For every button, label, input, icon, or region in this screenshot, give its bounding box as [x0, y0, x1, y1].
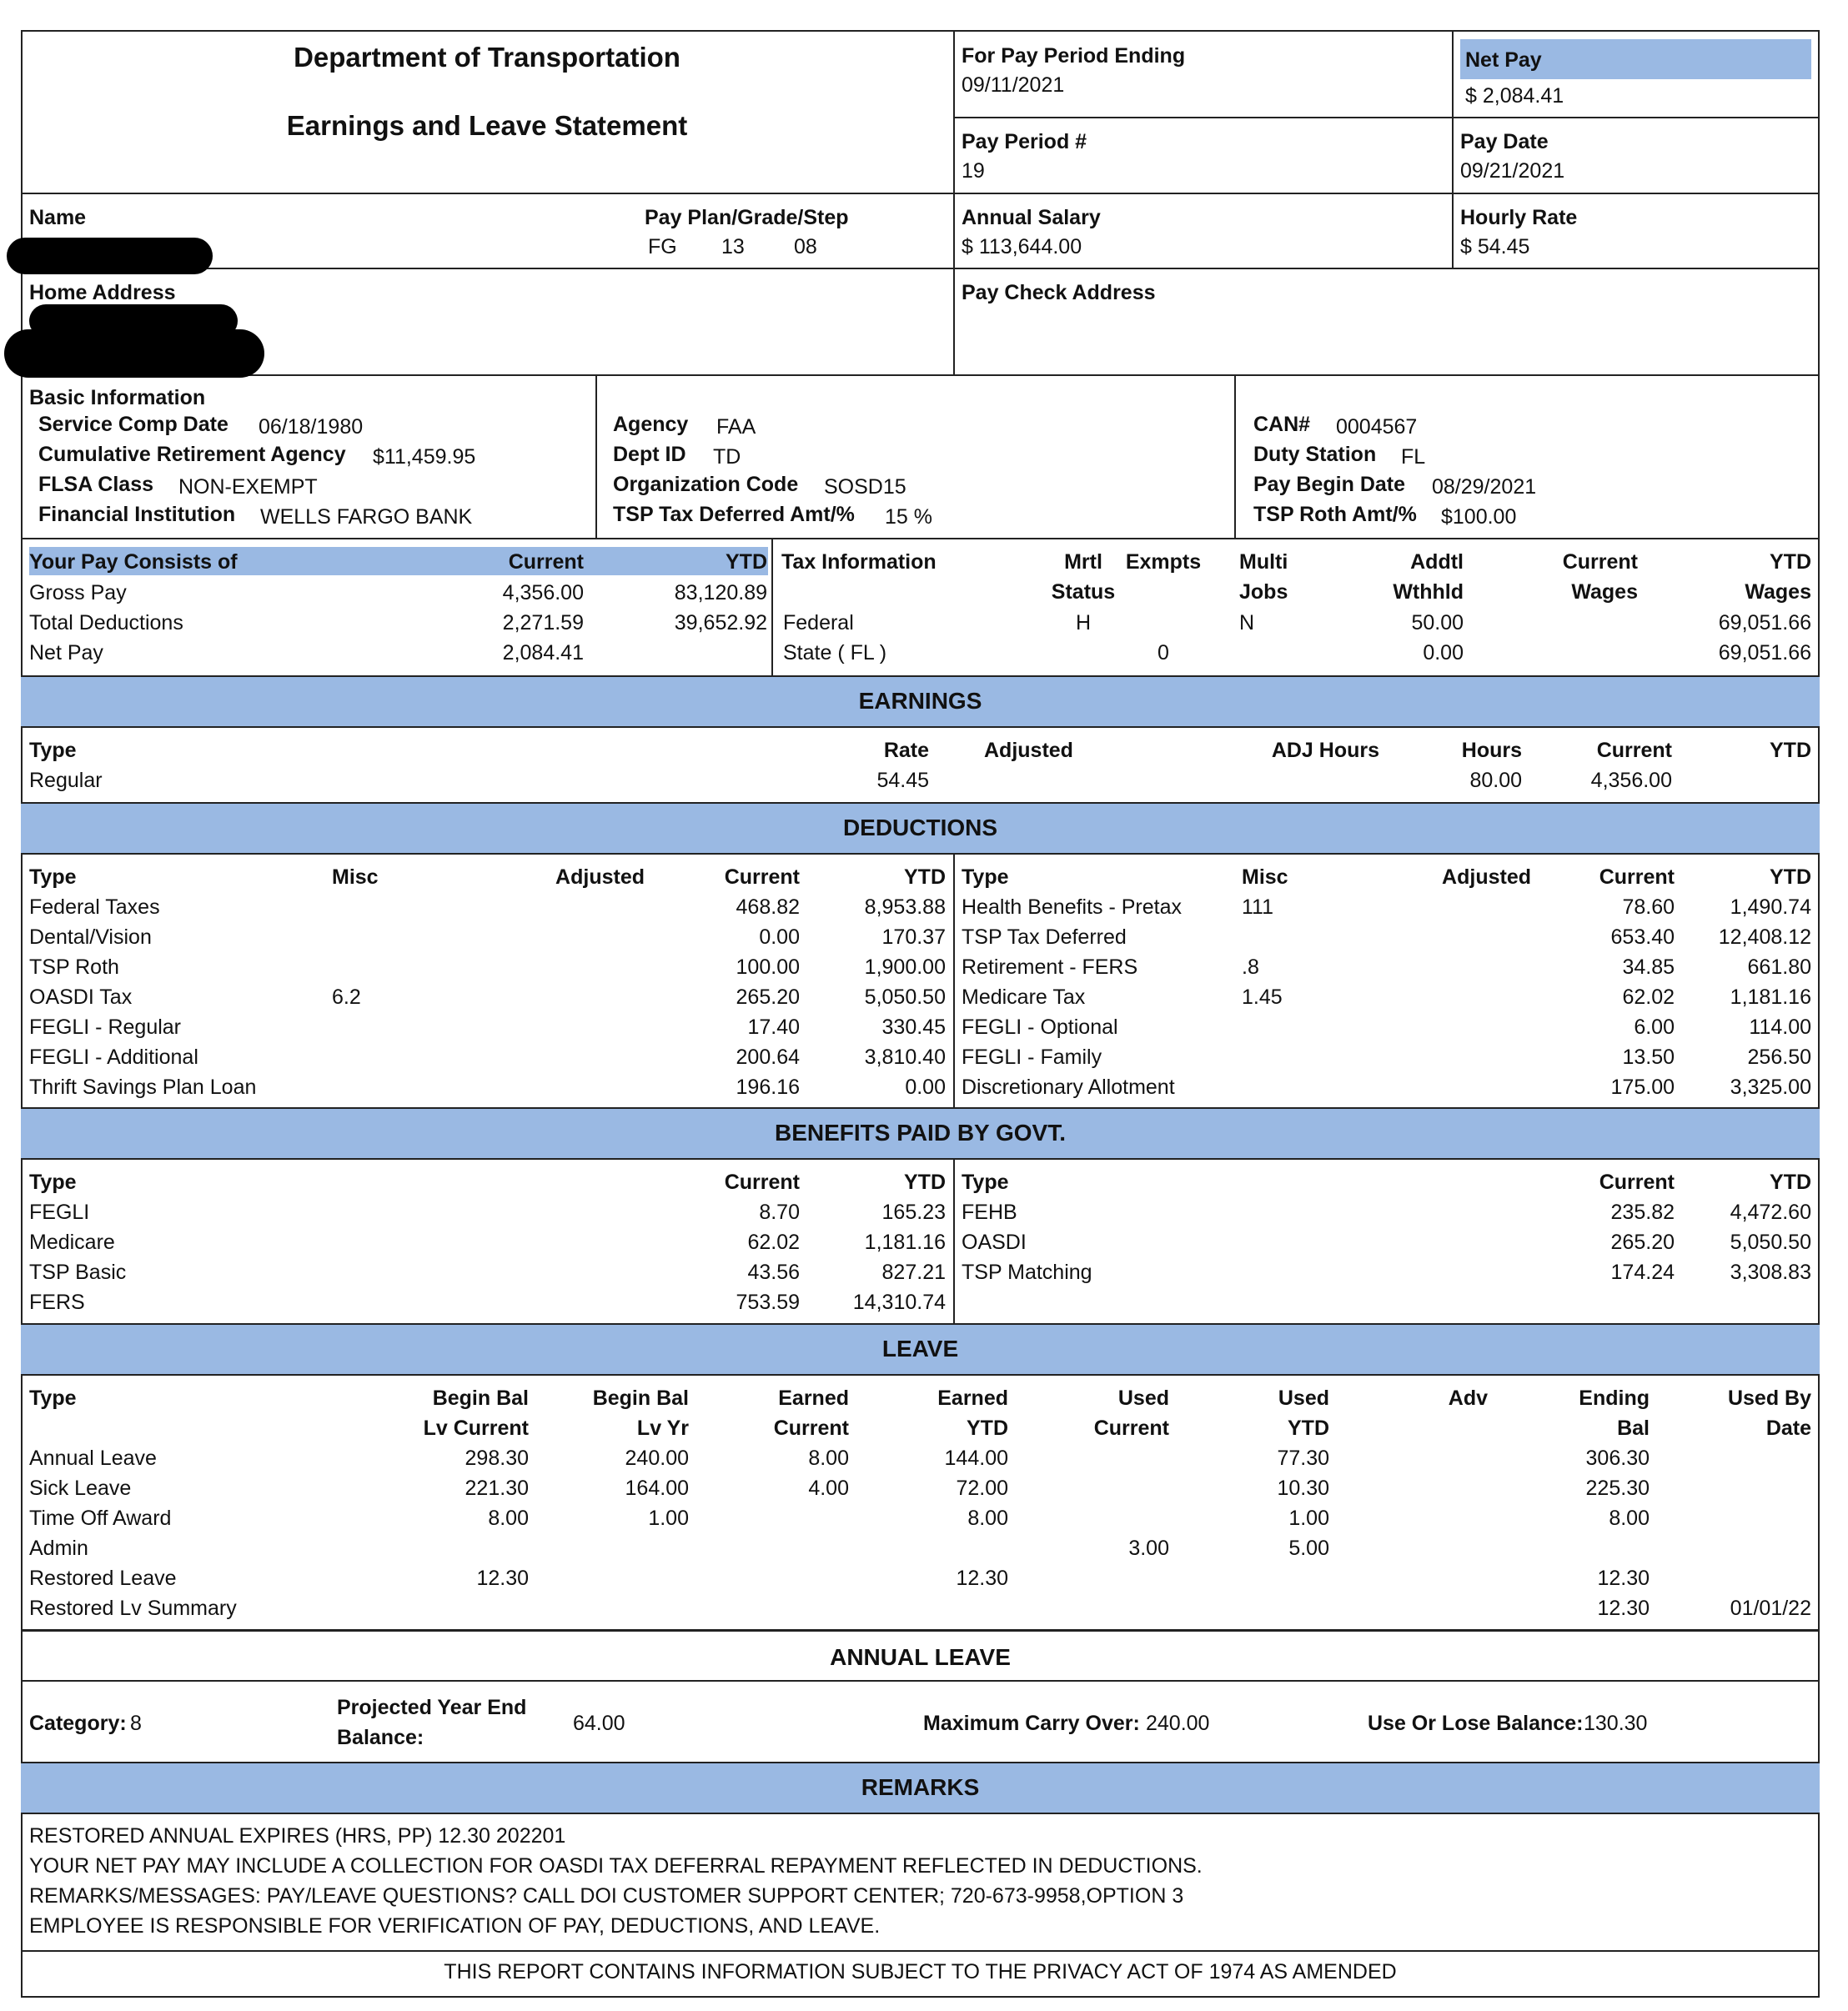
deductions-header-misc: Misc [332, 865, 379, 889]
deduction-type: Dental/Vision [29, 925, 152, 949]
remark-line: YOUR NET PAY MAY INCLUDE A COLLECTION FOR OASDI TAX DEFERRAL REPAYMENT REFLECTED IN DEDUCTIONS. [29, 1854, 1203, 1878]
leave-value: 1.00 [648, 1507, 689, 1530]
earnings-header-ytd: YTD [1770, 739, 1811, 762]
deduction-type: TSP Tax Deferred [962, 925, 1127, 949]
earnings-row-current: 4,356.00 [1590, 769, 1672, 792]
max-carry-label: Maximum Carry Over: [923, 1712, 1140, 1735]
leave-value: 8.00 [967, 1507, 1008, 1530]
benefit-ytd: 5,050.50 [1730, 1231, 1811, 1254]
agency: FAA [716, 415, 756, 439]
duty-label: Duty Station [1253, 443, 1377, 466]
remark-line: EMPLOYEE IS RESPONSIBLE FOR VERIFICATION OF PAY, DEDUCTIONS, AND LEAVE. [29, 1914, 881, 1938]
divider [21, 1680, 1820, 1682]
tsp-roth: $100.00 [1441, 505, 1517, 529]
leave-value: 10.30 [1277, 1477, 1329, 1500]
tax-row-ytd: 69,051.66 [1718, 611, 1811, 634]
redacted-address [4, 329, 264, 378]
use-lose-label: Use Or Lose Balance: [1368, 1712, 1584, 1735]
divider [953, 854, 955, 1107]
deduction-current: 200.64 [736, 1046, 800, 1069]
redacted-name [7, 238, 213, 274]
pay-row-ytd: 39,652.92 [674, 611, 767, 634]
divider [21, 538, 1820, 539]
tax-row-mrtl: H [1075, 611, 1092, 634]
deduction-current: 0.00 [759, 925, 800, 949]
divider [595, 374, 597, 539]
deductions-header-misc: Misc [1242, 865, 1288, 889]
deduction-current: 100.00 [736, 955, 800, 979]
divider [953, 30, 955, 375]
use-lose-value: 130.30 [1584, 1712, 1648, 1735]
tax-header: Wages [1571, 580, 1638, 604]
tax-header: Wages [1745, 580, 1811, 604]
deduction-current: 6.00 [1634, 1016, 1675, 1039]
leave-value: 1.00 [1288, 1507, 1329, 1530]
benefit-type: OASDI [962, 1231, 1027, 1254]
benefits-header-ytd: YTD [1770, 1171, 1811, 1194]
net-pay-value: $ 2,084.41 [1465, 84, 1564, 108]
pay-row-label: Net Pay [29, 641, 103, 664]
pay-row-current: 4,356.00 [502, 581, 584, 604]
earnings-header-adjusted: Adjusted [984, 739, 1073, 762]
benefit-type: Medicare [29, 1231, 115, 1254]
hourly-rate: $ 54.45 [1460, 235, 1530, 258]
fin-label: Financial Institution [38, 503, 236, 526]
leave-header: Used By [1727, 1387, 1811, 1410]
projected-label: Projected Year End [337, 1696, 527, 1719]
annual-leave-title: ANNUAL LEAVE [830, 1644, 1011, 1670]
service-comp-label: Service Comp Date [38, 413, 228, 436]
benefit-type: FEHB [962, 1201, 1017, 1224]
tax-row-ytd: 69,051.66 [1718, 641, 1811, 664]
deductions-header-ytd: YTD [904, 865, 946, 889]
can: 0004567 [1336, 415, 1418, 439]
benefits-band: BENEFITS PAID BY GOVT. [21, 1107, 1820, 1160]
pay-consists-ytd-header: YTD [726, 550, 767, 574]
leave-value: 4.00 [808, 1477, 849, 1500]
divider [771, 538, 773, 683]
remarks-band: REMARKS [21, 1762, 1820, 1814]
projected-value: 64.00 [573, 1712, 625, 1735]
tax-info-title: Tax Information [781, 550, 937, 574]
deduction-ytd: 3,325.00 [1730, 1076, 1811, 1099]
deduction-type: Federal Taxes [29, 895, 160, 919]
leave-value: 8.00 [1609, 1507, 1650, 1530]
deduction-type: FEGLI - Family [962, 1046, 1102, 1069]
divider [21, 268, 1820, 269]
hourly-rate-label: Hourly Rate [1460, 206, 1578, 229]
leave-header: Current [773, 1417, 849, 1440]
deduction-ytd: 114.00 [1749, 1016, 1811, 1039]
tax-header: Wthhld [1393, 580, 1464, 604]
category-label: Category: [29, 1712, 127, 1735]
leave-value: 3.00 [1128, 1537, 1169, 1560]
earnings-header-hours: Hours [1461, 739, 1522, 762]
pay-date-label: Pay Date [1460, 130, 1549, 153]
basic-info-title: Basic Information [29, 386, 206, 409]
leave-type: Time Off Award [29, 1507, 172, 1530]
benefit-type: FEGLI [29, 1201, 90, 1224]
deduction-current: 653.40 [1610, 925, 1675, 949]
benefit-ytd: 14,310.74 [852, 1291, 946, 1314]
earnings-header-adj-hours: ADJ Hours [1271, 739, 1379, 762]
deductions-header-current: Current [1599, 865, 1675, 889]
deduction-current: 17.40 [747, 1016, 800, 1039]
benefit-ytd: 1,181.16 [864, 1231, 946, 1254]
pay-period-ending-label: For Pay Period Ending [962, 44, 1186, 68]
deduction-current: 13.50 [1622, 1046, 1675, 1069]
benefit-type: FERS [29, 1291, 85, 1314]
benefit-current: 8.70 [759, 1201, 800, 1224]
deduction-misc: .8 [1242, 955, 1259, 979]
leave-value: 221.30 [465, 1477, 529, 1500]
deduction-current: 78.60 [1622, 895, 1675, 919]
deduction-ytd: 330.45 [881, 1016, 946, 1039]
tax-row-multi: N [1239, 611, 1255, 634]
tax-row-addtl: 50.00 [1411, 611, 1464, 634]
pay-row-label: Gross Pay [29, 581, 127, 604]
deduction-type: FEGLI - Regular [29, 1016, 182, 1039]
leave-header: Date [1765, 1417, 1811, 1440]
deduction-type: Thrift Savings Plan Loan [29, 1076, 257, 1099]
leave-header: Earned [778, 1387, 849, 1410]
pay-begin-label: Pay Begin Date [1253, 473, 1406, 496]
leave-header: Begin Bal [432, 1387, 529, 1410]
tax-header: Mrtl [1064, 550, 1102, 574]
service-comp: 06/18/1980 [259, 415, 364, 439]
home-address-label: Home Address [29, 281, 176, 304]
benefit-current: 43.56 [747, 1261, 800, 1284]
tax-header: Current [1562, 550, 1638, 574]
benefits-header-type: Type [29, 1171, 77, 1194]
deduction-current: 196.16 [736, 1076, 800, 1099]
dept: TD [713, 445, 741, 469]
privacy-notice: THIS REPORT CONTAINS INFORMATION SUBJECT TO THE PRIVACY ACT OF 1974 AS AMENDED [444, 1960, 1397, 1983]
divider [21, 1950, 1820, 1952]
pay-row-ytd: 83,120.89 [674, 581, 767, 604]
deductions-header-current: Current [724, 865, 800, 889]
tax-row-exmpts: 0 [1158, 641, 1169, 664]
leave-value: 306.30 [1585, 1447, 1650, 1470]
benefit-current: 62.02 [747, 1231, 800, 1254]
deduction-type: OASDI Tax [29, 985, 133, 1009]
deductions-header-adjusted: Adjusted [555, 865, 645, 889]
deduction-ytd: 256.50 [1747, 1046, 1811, 1069]
flsa: NON-EXEMPT [178, 475, 318, 499]
statement-frame [21, 30, 1820, 1998]
tax-row-label: State ( FL ) [783, 641, 887, 664]
leave-value: 8.00 [488, 1507, 529, 1530]
duty: FL [1401, 445, 1426, 469]
leave-type: Annual Leave [29, 1447, 157, 1470]
earnings-header-rate: Rate [883, 739, 929, 762]
pay-period-num-label: Pay Period # [962, 130, 1087, 153]
leave-header: Adv [1448, 1387, 1488, 1410]
leave-header: Used [1117, 1387, 1169, 1410]
benefit-current: 174.24 [1610, 1261, 1675, 1284]
deduction-current: 34.85 [1622, 955, 1675, 979]
leave-header: Bal [1617, 1417, 1650, 1440]
divider [21, 193, 1820, 194]
leave-header: YTD [967, 1417, 1008, 1440]
divider [21, 1629, 1820, 1632]
leave-header-type: Type [29, 1387, 77, 1410]
leave-value: 12.30 [1597, 1567, 1650, 1590]
org: SOSD15 [824, 475, 906, 499]
tax-row-addtl: 0.00 [1423, 641, 1464, 664]
divider [953, 117, 1820, 118]
leave-value: 8.00 [808, 1447, 849, 1470]
deduction-ytd: 170.37 [881, 925, 946, 949]
deduction-type: FEGLI - Additional [29, 1046, 198, 1069]
flsa-label: FLSA Class [38, 473, 154, 496]
deduction-misc: 111 [1242, 895, 1274, 919]
pay-row-current: 2,271.59 [502, 611, 584, 634]
benefits-header-type: Type [962, 1171, 1009, 1194]
leave-band: LEAVE [21, 1323, 1820, 1376]
leave-header: Begin Bal [592, 1387, 689, 1410]
benefit-ytd: 3,308.83 [1730, 1261, 1811, 1284]
pay-row-label: Total Deductions [29, 611, 183, 634]
deductions-header-ytd: YTD [1770, 865, 1811, 889]
annual-salary-label: Annual Salary [962, 206, 1101, 229]
pay-row-current: 2,084.41 [502, 641, 584, 664]
divider [953, 1159, 955, 1324]
deduction-misc: 1.45 [1242, 985, 1283, 1009]
leave-value: 12.30 [956, 1567, 1008, 1590]
leave-value: 12.30 [1597, 1597, 1650, 1620]
deduction-type: FEGLI - Optional [962, 1016, 1118, 1039]
deduction-type: Discretionary Allotment [962, 1076, 1175, 1099]
leave-type: Restored Lv Summary [29, 1597, 237, 1620]
tax-header: Addtl [1410, 550, 1464, 574]
cum-ret-label: Cumulative Retirement Agency [38, 443, 346, 466]
pay-check-address-label: Pay Check Address [962, 281, 1156, 304]
tax-header: Multi [1239, 550, 1288, 574]
leave-value: 01/01/22 [1730, 1597, 1811, 1620]
leave-header: Current [1093, 1417, 1169, 1440]
pay-date: 09/21/2021 [1460, 159, 1565, 183]
deduction-ytd: 12,408.12 [1718, 925, 1811, 949]
deduction-misc: 6.2 [332, 985, 361, 1009]
benefit-ytd: 165.23 [881, 1201, 946, 1224]
benefit-current: 265.20 [1610, 1231, 1675, 1254]
can-label: CAN# [1253, 413, 1311, 436]
benefit-type: TSP Basic [29, 1261, 127, 1284]
pay-consists-current-header: Current [508, 550, 584, 574]
leave-header: Lv Yr [636, 1417, 689, 1440]
earnings-band: EARNINGS [21, 675, 1820, 728]
leave-type: Admin [29, 1537, 88, 1560]
pay-period-num: 19 [962, 159, 985, 183]
tax-header: Exmpts [1125, 550, 1202, 574]
deductions-header-type: Type [962, 865, 1009, 889]
leave-value: 164.00 [625, 1477, 689, 1500]
pay-begin: 08/29/2021 [1432, 475, 1537, 499]
benefit-current: 235.82 [1610, 1201, 1675, 1224]
divider [1452, 30, 1454, 269]
agency-title: Department of Transportation [294, 42, 680, 73]
leave-value: 77.30 [1277, 1447, 1329, 1470]
cum-ret: $11,459.95 [373, 445, 476, 469]
benefits-header-current: Current [724, 1171, 800, 1194]
leave-value: 72.00 [956, 1477, 1008, 1500]
grade: 13 [721, 235, 745, 258]
pay-period-ending: 09/11/2021 [962, 73, 1065, 97]
leave-value: 5.00 [1288, 1537, 1329, 1560]
dept-label: Dept ID [613, 443, 686, 466]
deduction-type: Medicare Tax [962, 985, 1086, 1009]
benefit-current: 753.59 [736, 1291, 800, 1314]
org-label: Organization Code [613, 473, 799, 496]
leave-value: 225.30 [1585, 1477, 1650, 1500]
deduction-ytd: 3,810.40 [864, 1046, 946, 1069]
deduction-ytd: 5,050.50 [864, 985, 946, 1009]
benefit-type: TSP Matching [962, 1261, 1092, 1284]
benefit-ytd: 4,472.60 [1730, 1201, 1811, 1224]
statement-title: Earnings and Leave Statement [286, 110, 688, 141]
leave-type: Sick Leave [29, 1477, 132, 1500]
deduction-current: 62.02 [1622, 985, 1675, 1009]
leave-header: Used [1278, 1387, 1329, 1410]
remark-line: RESTORED ANNUAL EXPIRES (HRS, PP) 12.30 202201 [29, 1824, 566, 1848]
agency-label: Agency [613, 413, 689, 436]
benefits-header-ytd: YTD [904, 1171, 946, 1194]
category-value: 8 [130, 1712, 142, 1735]
tax-header: Status [1051, 580, 1116, 604]
leave-value: 240.00 [625, 1447, 689, 1470]
tax-header: YTD [1770, 550, 1811, 574]
deduction-type: Retirement - FERS [962, 955, 1138, 979]
deductions-header-adjusted: Adjusted [1442, 865, 1531, 889]
deduction-ytd: 1,490.74 [1730, 895, 1811, 919]
deduction-ytd: 8,953.88 [864, 895, 946, 919]
earnings-row-rate: 54.45 [876, 769, 929, 792]
deductions-band: DEDUCTIONS [21, 802, 1820, 855]
pay-plan-label: Pay Plan/Grade/Step [645, 206, 849, 229]
earnings-row-type: Regular [29, 769, 103, 792]
leave-header: YTD [1288, 1417, 1329, 1440]
deduction-ytd: 1,181.16 [1730, 985, 1811, 1009]
leave-type: Restored Leave [29, 1567, 177, 1590]
leave-value: 298.30 [465, 1447, 529, 1470]
max-carry-value: 240.00 [1146, 1712, 1210, 1735]
fin: WELLS FARGO BANK [260, 505, 473, 529]
deduction-current: 468.82 [736, 895, 800, 919]
leave-header: Ending [1579, 1387, 1650, 1410]
tsp-def-label: TSP Tax Deferred Amt/% [613, 503, 855, 526]
earnings-row-hours: 80.00 [1469, 769, 1522, 792]
deduction-type: TSP Roth [29, 955, 119, 979]
divider [1234, 374, 1236, 539]
leave-header: Lv Current [423, 1417, 529, 1440]
step: 08 [794, 235, 817, 258]
pay-consists-title: Your Pay Consists of [29, 550, 238, 574]
deduction-ytd: 1,900.00 [864, 955, 946, 979]
leave-value: 144.00 [944, 1447, 1008, 1470]
tax-row-label: Federal [783, 611, 854, 634]
tax-header: Jobs [1239, 580, 1288, 604]
earnings-header-current: Current [1596, 739, 1672, 762]
pay-plan: FG [648, 235, 677, 258]
deduction-type: Health Benefits - Pretax [962, 895, 1183, 919]
deduction-ytd: 661.80 [1747, 955, 1811, 979]
deduction-ytd: 0.00 [905, 1076, 946, 1099]
deductions-header-type: Type [29, 865, 77, 889]
divider [21, 374, 1820, 376]
benefits-header-current: Current [1599, 1171, 1675, 1194]
projected-label: Balance: [337, 1726, 424, 1749]
annual-salary: $ 113,644.00 [962, 235, 1082, 258]
deduction-current: 175.00 [1610, 1076, 1675, 1099]
deduction-current: 265.20 [736, 985, 800, 1009]
benefit-ytd: 827.21 [881, 1261, 946, 1284]
remark-line: REMARKS/MESSAGES: PAY/LEAVE QUESTIONS? CALL DOI CUSTOMER SUPPORT CENTER; 720-673-9958,OPTION 3 [29, 1884, 1184, 1908]
tsp-def: 15 % [885, 505, 932, 529]
tsp-roth-label: TSP Roth Amt/% [1253, 503, 1417, 526]
leave-header: Earned [937, 1387, 1008, 1410]
net-pay-label: Net Pay [1465, 48, 1542, 72]
earnings-header-type: Type [29, 739, 77, 762]
leave-value: 12.30 [476, 1567, 529, 1590]
name-label: Name [29, 206, 87, 229]
